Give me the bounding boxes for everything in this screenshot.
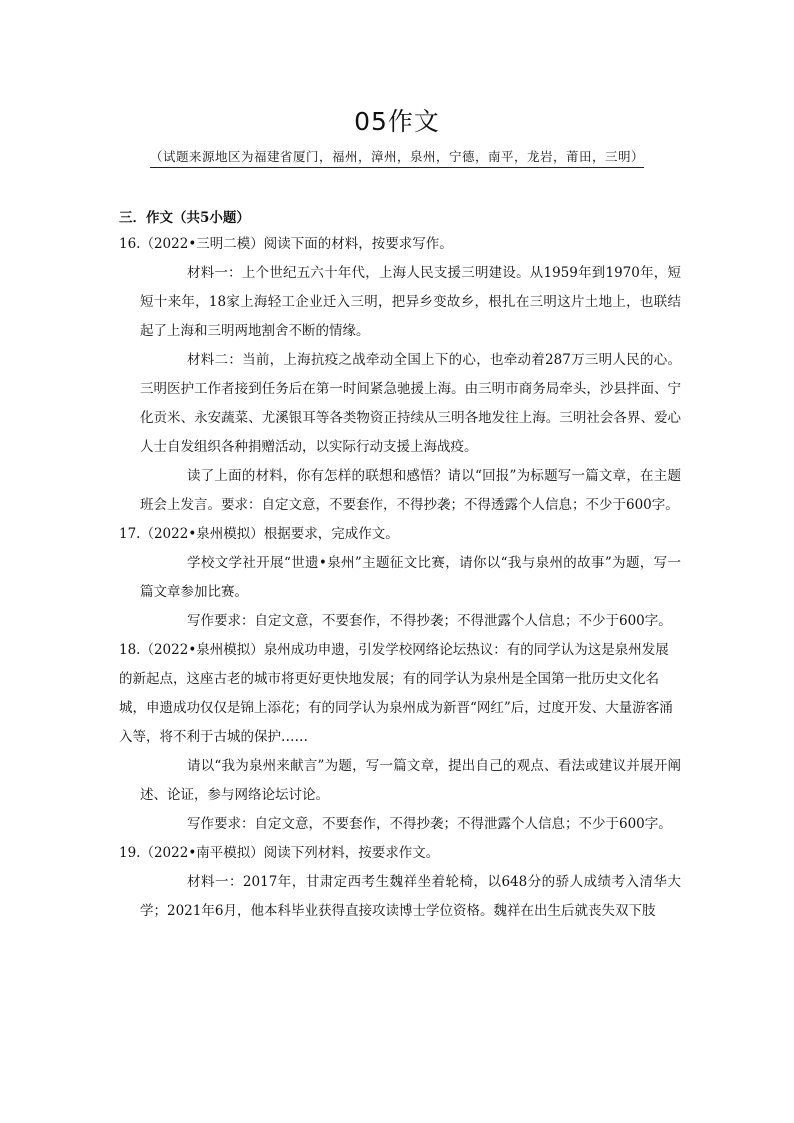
page-title: 05作文 (354, 107, 440, 136)
question-16-material-1: 材料一：上个世纪五六十年代，上海人民支援三明建设。从1959年到1970年，短短十来年，18家上海轻工企业迁入三明，把异乡变故乡，根扎在三明这片土地上，也联结起了上海和三明两地割舍不断的情缘。 (140, 265, 681, 339)
question-16-prompt: 读了上面的材料，你有怎样的联想和感悟？请以“回报”为标题写一篇文章，在主题班会上发言。要求：自定文意，不要套作，不得抄袭；不得透露个人信息；不少于600字。 (140, 468, 681, 513)
question-16-material-2: 材料二：当前，上海抗疫之战牵动全国上下的心，也牵动着287万三明人民的心。三明医护工作者接到任务后在第一时间紧急驰援上海。由三明市商务局牵头，沙县拌面、宁化贡米、永安蔬菜、尤溪银耳等各类物资正持续从三明各地发往上海。三明社会各界、爱心人士自发组织各种捐赠活动，以实际行动支援上海战疫。 (140, 352, 681, 455)
question-16-header: 16.（2022•三明二模）阅读下面的材料，按要求写作。 (119, 236, 453, 252)
question-17-header: 17.（2022•泉州模拟）根据要求，完成作文。 (119, 526, 399, 542)
question-17-prompt: 学校文学社开展“世遗•泉州”主题征文比赛，请你以“我与泉州的故事”为题，写一篇文章参加比赛。 (140, 555, 681, 600)
source-note: （试题来源地区为福建省厦门，福州，漳州，泉州，宁德，南平，龙岩，莆田，三明） (150, 147, 644, 168)
question-18-prompt: 请以“我为泉州来献言”为题，写一篇文章，提出自己的观点、看法或建议并展开阐述、论证，参与网络论坛讨论。 (140, 758, 681, 803)
question-18-header: 18.（2022•泉州模拟）泉州成功申遗，引发学校网络论坛热议：有的同学认为这是泉州发展的新起点，这座古老的城市将更好更快地发展；有的同学认为泉州是全国第一批历史文化名城，申遗成功仅仅是锦上添花；有的同学认为泉州成为新晋“网红”后，过度开发、大量游客涌入等，将不利于古城的保护…… (119, 642, 673, 745)
question-19-material-1: 材料一：2017年，甘肃定西考生魏祥坐着轮椅，以648分的骄人成绩考入清华大学；2021年6月，他本科毕业获得直接攻读博士学位资格。魏祥在出生后就丧失双下肢 (140, 874, 681, 919)
subtitle-container (0, 146, 794, 168)
questions-content (119, 230, 681, 926)
question-17-requirements: 写作要求：自定文意，不要套作，不得抄袭；不得泄露个人信息；不少于600字。 (187, 613, 672, 629)
question-18-requirements: 写作要求：自定文意，不要套作，不得抄袭；不得泄露个人信息；不少于600字。 (187, 816, 672, 832)
question-19-header: 19.（2022•南平模拟）阅读下列材料，按要求作文。 (119, 845, 440, 861)
section-heading: 三．作文（共5小题） (119, 210, 250, 226)
